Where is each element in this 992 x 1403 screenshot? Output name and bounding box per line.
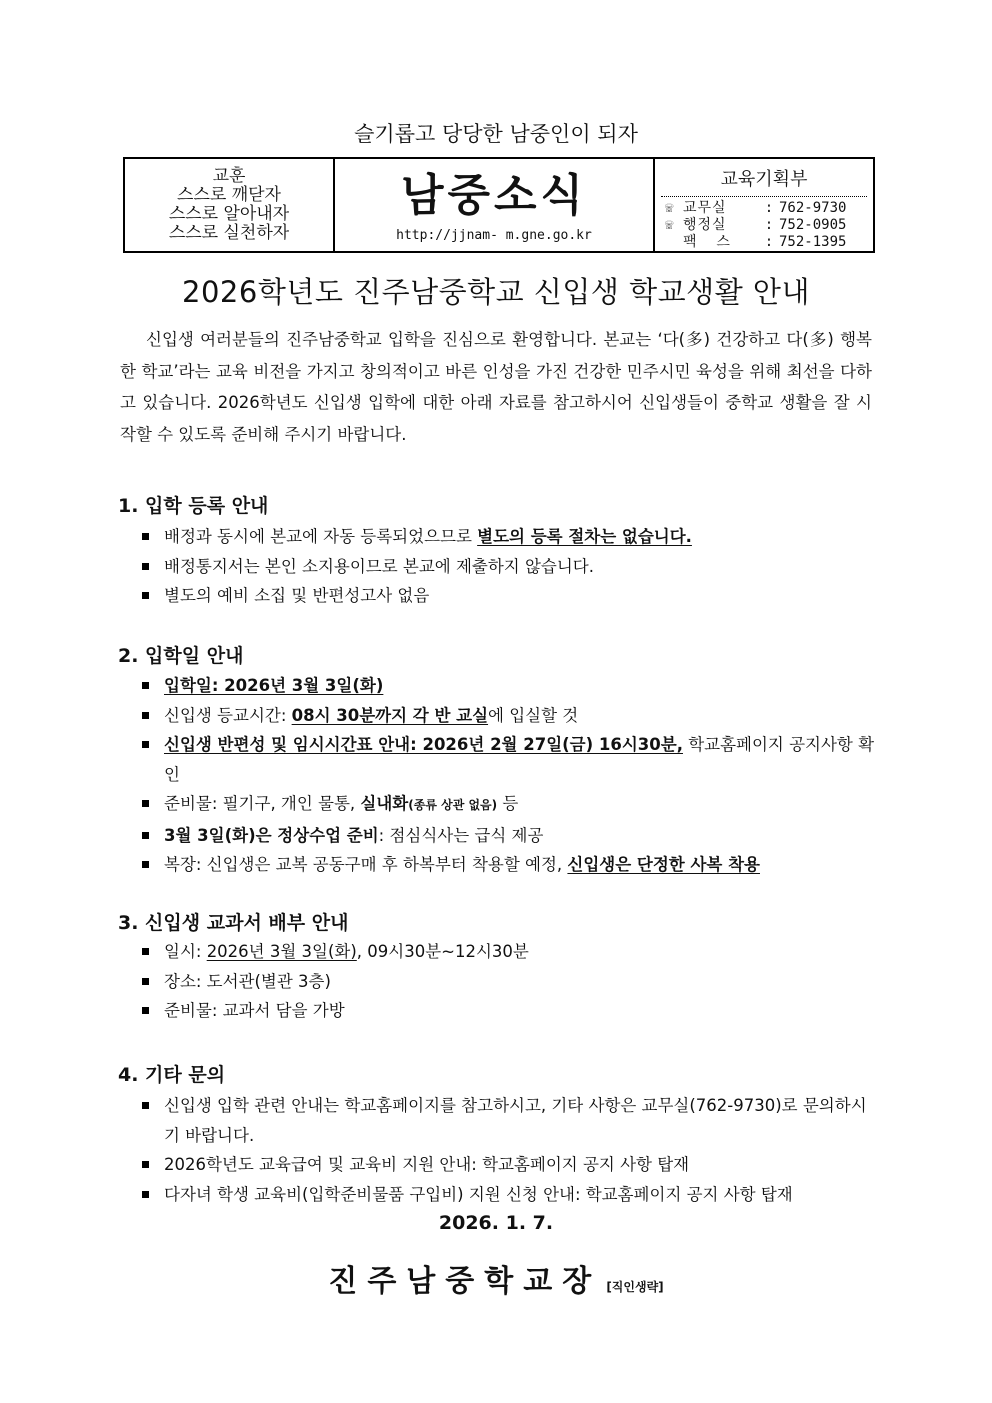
contact-number: 752-1395 [779,234,847,250]
list-item: 준비물: 필기구, 개인 물통, 실내화(종류 상관 없음) 등 [140,789,875,821]
contact-row: 팩 스 : 752-1395 [665,234,865,251]
list-item: 장소: 도서관(별관 3층) [140,967,875,997]
registration-list [140,522,875,611]
document-title: 2026학년도 진주남중학교 신입생 학교생활 안내 [182,275,810,309]
list-item: 신입생 입학 관련 안내는 학교홈페이지를 참고하시고, 기타 사항은 교무실(762-9730)로 문의하시기 바랍니다. [140,1091,875,1150]
contact-list [655,197,873,251]
principal-title: 진주남중학교장 [328,1264,602,1299]
list-item: 2026학년도 교육급여 및 교육비 지원 안내: 학교홈페이지 공지 사항 탑재 [140,1150,875,1180]
school-motto-box [124,158,334,252]
contact-label: 교무실 [683,200,727,216]
list-item: 입학일: 2026년 3월 3일(화) [140,671,875,701]
textbook-list [140,937,875,1026]
list-item: 3월 3일(화)은 정상수업 준비: 점심식사는 급식 제공 [140,821,875,851]
newsletter-title-box [334,158,654,252]
signature [0,1256,992,1300]
intro-paragraph: 신입생 여러분들의 진주남중학교 입학을 진심으로 환영합니다. 본교는 ‘다(多) 건강하고 다(多) 행복한 학교’라는 교육 비전을 가지고 창의적이고 바른 인성을 가진 건강한 민주시민 육성을 위해 최선을 다하고 있습니다. 2026학년도 신입생 입학에 대한 아래 자료를 참고하시어 신입생들이 중학교 생활을 잘 시작할 수 있도록 준비해 주시기 바랍니다. [120,330,872,444]
school-motto-line: 스스로 깨닫자 [177,185,281,205]
list-item: 배정통지서는 본인 소지용이므로 본교에 제출하지 않습니다. [140,552,875,582]
school-motto-title: 교훈 [212,166,246,186]
list-item: 준비물: 교과서 담을 가방 [140,996,875,1026]
phone-icon: ☏ [665,217,674,233]
contact-label: 팩 스 [683,234,731,250]
department-name: 교육기획부 [661,159,867,197]
list-item: 배정과 동시에 본교에 자동 등록되었으므로 별도의 등록 절차는 없습니다. [140,522,875,552]
list-item: 신입생 반편성 및 임시시간표 안내: 2026년 2월 27일(금) 16시30분, 학교홈페이지 공지사항 확인 [140,730,875,789]
contact-box [654,158,874,252]
list-item: 신입생 등교시간: 08시 30분까지 각 반 교실에 입실할 것 [140,701,875,731]
section-heading-registration: 1. 입학 등록 안내 [118,495,269,517]
seal-note: [직인생략] [606,1280,664,1294]
section-heading-entrance: 2. 입학일 안내 [118,645,244,667]
newsletter-title: 남중소식 [400,169,587,221]
newsletter-masthead [123,157,875,253]
website-link[interactable]: http://jjnam- m.gne.go.kr [396,227,592,243]
contact-number: 762-9730 [779,200,847,216]
section-heading-textbook: 3. 신입생 교과서 배부 안내 [118,912,349,934]
inquiry-list [140,1091,875,1209]
school-motto-banner: 슬기롭고 당당한 남중인이 되자 [354,122,638,146]
contact-row: ☏ 행정실 : 752-0905 [665,217,865,234]
document-date: 2026. 1. 7. [438,1212,554,1234]
section-heading-inquiry: 4. 기타 문의 [118,1064,226,1086]
entrance-list [140,671,875,880]
list-item: 일시: 2026년 3월 3일(화), 09시30분~12시30분 [140,937,875,967]
school-motto-line: 스스로 실천하자 [168,223,290,243]
list-item: 복장: 신입생은 교복 공동구매 후 하복부터 착용할 예정, 신입생은 단정한 사복 착용 [140,850,875,880]
phone-icon: ☏ [665,200,674,216]
contact-label: 행정실 [683,217,727,233]
list-item: 다자녀 학생 교육비(입학준비물품 구입비) 지원 신청 안내: 학교홈페이지 공지 사항 탑재 [140,1180,875,1210]
school-motto-line: 스스로 알아내자 [168,204,290,224]
contact-number: 752-0905 [779,217,847,233]
contact-row: ☏ 교무실 : 762-9730 [665,200,865,217]
list-item: 별도의 예비 소집 및 반편성고사 없음 [140,581,875,611]
